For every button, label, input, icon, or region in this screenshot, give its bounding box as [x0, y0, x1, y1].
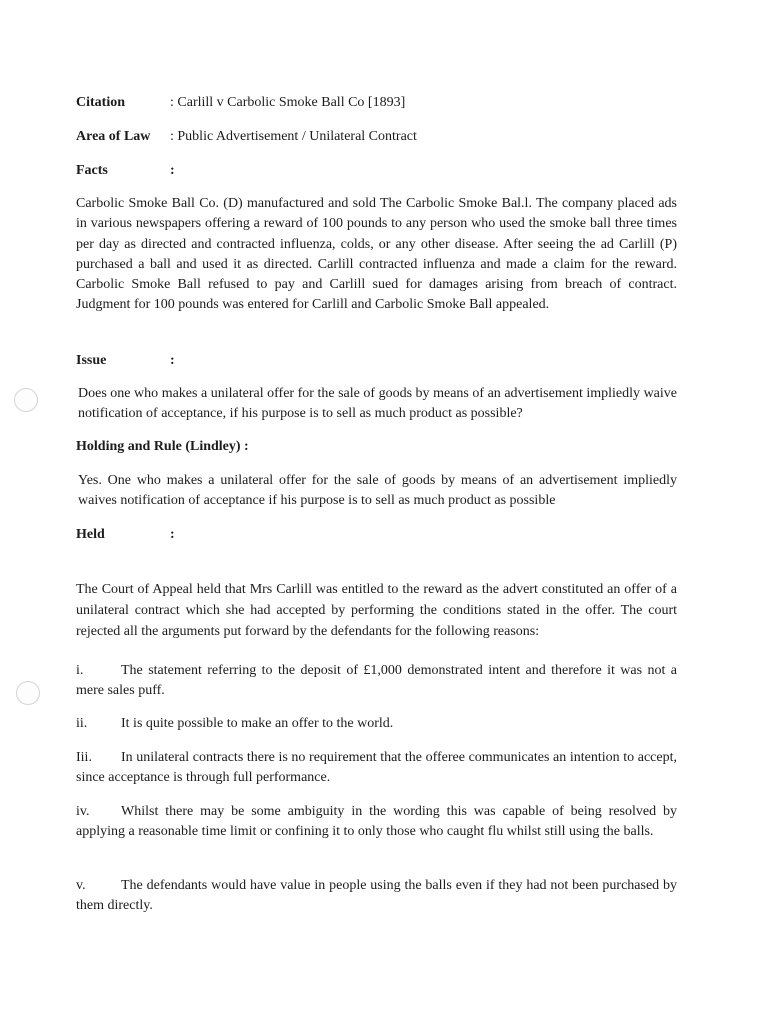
reason-text: In unilateral contracts there is no requirement that the offeree communicates an intention to accept, since acceptance is through full performance.: [76, 750, 677, 786]
issue-label: Issue: [76, 353, 107, 368]
punch-hole-top: [14, 388, 38, 412]
facts-label: Facts: [76, 163, 108, 178]
facts-text: Carbolic Smoke Ball Co. (D) manufactured and sold The Carbolic Smoke Bal.l. The company placed ads in various newspapers offering a reward of 100 pounds to any person who used the smoke ball three times per day as directed and contracted influenza, colds, or any other disease. After seeing the ad Carlill (P) purchased a ball and used it as directed. Carlill contracted influenza and made a claim for the reward. Carbolic Smoke Ball refused to pay and Carlill sued for damages arising from breach of contract. Judgment for 100 pounds was entered for Carlill and Carbolic Smoke Ball appealed.: [76, 196, 677, 313]
issue-colon: :: [170, 353, 175, 368]
held-text: The Court of Appeal held that Mrs Carlill was entitled to the reward as the advert constituted an offer of a unilateral contract which she had accepted by performing the conditions stated in the offer. The court rejected all the arguments put forward by the defendants for the following reasons:: [76, 582, 677, 639]
citation-row: [76, 94, 405, 112]
holding-text: Yes. One who makes a unilateral offer for the sale of goods by means of an advertisement impliedly waives notification of acceptance if his purpose is to sell as much product as possible: [78, 473, 677, 509]
area-of-law-value: : Public Advertisement / Unilateral Contract: [170, 129, 417, 144]
reason-text: It is quite possible to make an offer to the world.: [121, 716, 394, 731]
reason-text: The statement referring to the deposit of £1,000 demonstrated intent and therefore it was not a mere sales puff.: [76, 663, 677, 699]
reason-number: iv.: [76, 804, 90, 819]
held-colon: :: [170, 527, 175, 542]
facts-heading: [76, 162, 175, 180]
reason-item: [76, 714, 677, 734]
held-label: Held: [76, 527, 105, 542]
area-of-law-row: [76, 128, 417, 146]
holding-label: Holding and Rule (Lindley) :: [76, 439, 249, 454]
punch-hole-bottom: [16, 681, 40, 705]
reason-number: i.: [76, 663, 84, 678]
citation-value: : Carlill v Carbolic Smoke Ball Co [1893]: [170, 95, 406, 110]
reason-item: [76, 748, 677, 789]
reason-item: [76, 802, 677, 843]
reason-number: v.: [76, 878, 86, 893]
reason-number: Iii.: [76, 750, 92, 765]
held-heading: [76, 526, 175, 544]
reason-item: [76, 661, 677, 702]
issue-text: Does one who makes a unilateral offer for the sale of goods by means of an advertisement impliedly waive notification of acceptance, if his purpose is to sell as much product as possible?: [78, 386, 677, 422]
issue-heading: [76, 352, 175, 370]
reason-item: [76, 876, 677, 917]
citation-label: Citation: [76, 95, 125, 110]
reason-text: The defendants would have value in people using the balls even if they had not been purchased by them directly.: [76, 878, 677, 914]
facts-colon: :: [170, 163, 175, 178]
area-of-law-label: Area of Law: [76, 129, 151, 144]
reason-number: ii.: [76, 716, 88, 731]
holding-heading: [76, 438, 249, 456]
reason-text: Whilst there may be some ambiguity in the wording this was capable of being resolved by applying a reasonable time limit or confining it to only those who caught flu whilst still using the balls.: [76, 804, 677, 840]
